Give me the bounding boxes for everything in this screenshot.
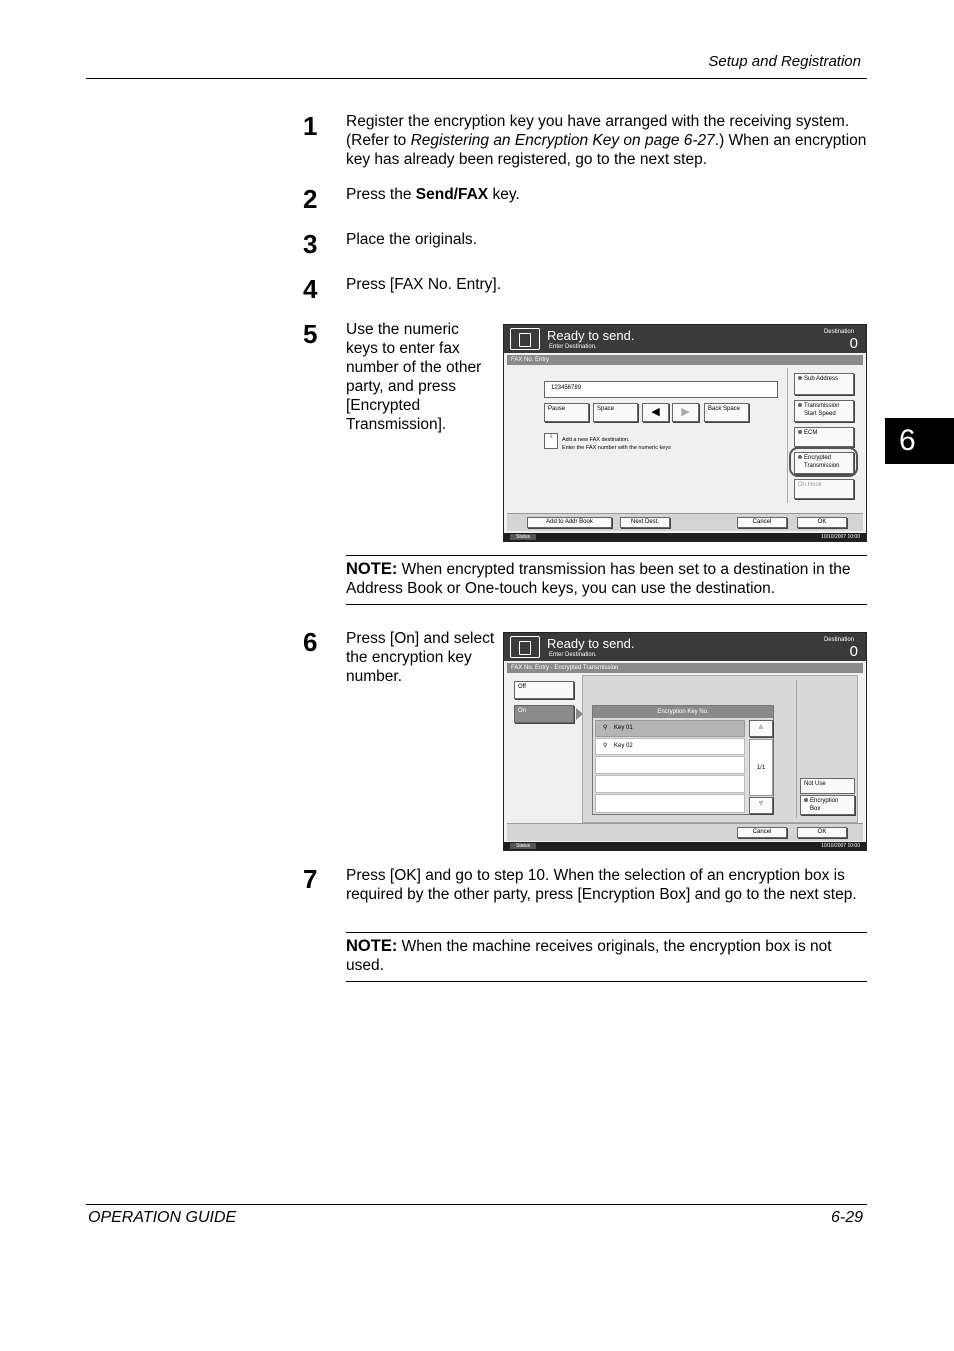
empty-list-row [595, 756, 745, 774]
arrow-right-icon: ▶ [681, 406, 690, 418]
status-bar [504, 842, 866, 850]
destination-count: 0 [849, 335, 858, 352]
cursor-right-button[interactable] [672, 403, 699, 422]
chapter-tab: 6 [885, 418, 954, 464]
ok-button[interactable]: OK [797, 517, 847, 528]
status-button[interactable]: Status [510, 534, 536, 540]
hint-line-1: Add a new FAX destination. [562, 437, 630, 443]
step-number: 6 [303, 627, 318, 657]
not-use-button[interactable]: Not Use [800, 778, 855, 794]
key-list-item[interactable]: ⚲ Key 02 [595, 738, 745, 755]
step-text: Register the encryption key you have arranged with the receiving system. (Refer to Registering an Encryption Key on page 6-27.) When an encryption key has already been registered, go to the next step. [346, 113, 867, 168]
screen-breadcrumb: FAX No. Entry - Encrypted Transmission [507, 663, 863, 673]
empty-list-row [595, 794, 745, 813]
scroll-down-button[interactable] [749, 797, 773, 814]
send-icon [510, 636, 540, 658]
arrow-left-icon: ◀ [651, 406, 660, 418]
cursor-left-button[interactable] [642, 403, 669, 422]
pause-button[interactable]: Pause [544, 403, 589, 422]
cancel-button[interactable]: Cancel [737, 827, 787, 838]
running-header: Setup and Registration [708, 53, 861, 70]
destination-label: Destination [823, 329, 854, 335]
screen-title-bar [504, 325, 866, 353]
send-icon [510, 328, 540, 350]
screen-title-bar [504, 633, 866, 661]
step-text: Place the originals. [346, 231, 477, 248]
guide-title: OPERATION GUIDE [88, 1209, 237, 1226]
key-icon: ⚲ [603, 743, 608, 749]
step-text: Press [On] and select the encryption key number. [346, 630, 495, 685]
scroll-up-button[interactable] [749, 720, 773, 737]
key-list [592, 705, 774, 815]
status-button[interactable]: Status [510, 843, 536, 849]
page-number: 6-29 [830, 1209, 863, 1226]
datetime: 10/10/2007 10:00 [821, 843, 860, 849]
key-list-item[interactable]: ⚲ Key 01 [595, 720, 745, 737]
enter-destination-hint: Enter Destination. [549, 344, 597, 350]
info-icon: i [544, 433, 558, 449]
step-number: 1 [303, 111, 318, 141]
datetime: 10/10/2007 10:00 [821, 534, 860, 540]
destination-label: Destination [823, 637, 854, 643]
panel-divider [796, 680, 797, 818]
screen-breadcrumb: FAX No. Entry [507, 355, 863, 365]
footer-rule [86, 1204, 867, 1205]
on-hook-button[interactable]: On Hook [794, 479, 854, 499]
space-button[interactable]: Space [593, 403, 638, 422]
step-text: Press [FAX No. Entry]. [346, 276, 502, 293]
ready-message: Ready to send. [547, 636, 635, 651]
status-bar [504, 533, 866, 541]
screen-bottom-bar [507, 513, 863, 531]
note-box: NOTE: When the machine receives originals, the encryption box is not used. [346, 932, 867, 982]
header-rule [86, 78, 867, 79]
ecm-button[interactable]: ECM [794, 427, 854, 447]
destination-count: 0 [849, 643, 858, 660]
page-indicator: 1/1 [749, 739, 773, 796]
key-list-header: Encryption Key No. [593, 706, 773, 718]
step-number: 4 [303, 274, 318, 304]
fax-entry-screen [503, 324, 867, 542]
highlight-ring [789, 447, 858, 477]
arrow-down-icon: ▼ [756, 798, 766, 808]
panel-divider [787, 368, 788, 503]
off-button[interactable]: Off [514, 681, 574, 699]
cancel-button[interactable]: Cancel [737, 517, 787, 528]
option-dot-icon [798, 376, 802, 380]
step-text: Use the numeric keys to enter fax number of the other party, and press [Encrypted Transmission]. [346, 321, 482, 433]
arrow-up-icon: ▲ [756, 721, 766, 731]
add-to-address-book-button[interactable]: Add to Addr Book [527, 517, 612, 528]
step-number: 2 [303, 184, 318, 214]
backspace-button[interactable]: Back Space [704, 403, 749, 422]
encrypted-transmission-button[interactable]: Encrypted Transmission [794, 452, 854, 474]
step-text: Press [OK] and go to step 10. When the selection of an encryption box is required by the other party, press [Encryption Box] and go to the next step. [346, 867, 857, 903]
encrypted-transmission-screen [503, 632, 867, 851]
sub-address-button[interactable]: Sub Address [794, 373, 854, 395]
enter-destination-hint: Enter Destination. [549, 652, 597, 658]
step-number: 7 [303, 864, 318, 894]
fax-number-field[interactable]: 123456789 [544, 381, 778, 398]
empty-list-row [595, 775, 745, 793]
key-icon: ⚲ [603, 725, 608, 731]
step-text: Press the Send/FAX key. [346, 186, 520, 203]
step-number: 3 [303, 229, 318, 259]
encryption-box-button[interactable]: Encryption Box [800, 795, 855, 815]
screen-bottom-bar [507, 823, 863, 841]
option-dot-icon [798, 430, 802, 434]
ok-button[interactable]: OK [797, 827, 847, 838]
hint-line-2: Enter the FAX number with the numeric keys [562, 445, 671, 451]
on-button[interactable]: On [514, 705, 574, 723]
ready-message: Ready to send. [547, 328, 635, 343]
option-dot-icon [804, 798, 808, 802]
step-number: 5 [303, 319, 318, 349]
option-dot-icon [798, 403, 802, 407]
note-box: NOTE: When encrypted transmission has been set to a destination in the Address Book or One-touch keys, you can use the destination. [346, 555, 867, 605]
next-destination-button[interactable]: Next Dest. [620, 517, 670, 528]
transmission-start-speed-button[interactable]: Transmission Start Speed [794, 400, 854, 422]
